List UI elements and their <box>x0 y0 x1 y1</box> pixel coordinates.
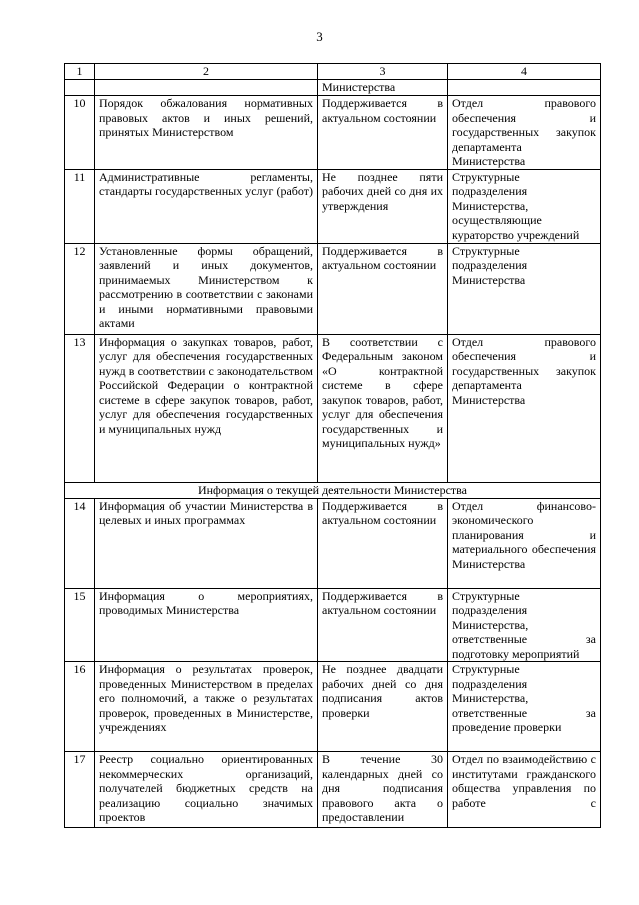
row-number: 10 <box>65 96 95 170</box>
table-row <box>65 96 601 170</box>
row-responsible: Структурные подразделения Министерства, ответственные за проведение проверки <box>448 662 601 752</box>
row-deadline: Поддерживается в актуальном состоянии <box>318 96 448 170</box>
row-responsible: Отдел финансово-экономического планирования и материального обеспечения Министерства <box>448 498 601 588</box>
row-deadline: Поддерживается в актуальном состоянии <box>318 588 448 662</box>
header-cell-1: 1 <box>65 64 95 80</box>
row-responsible: Отдел правового обеспечения и государственных закупок департамента Министерства <box>448 334 601 482</box>
row-deadline: Не позднее двадцати рабочих дней со дня подписания актов проверки <box>318 662 448 752</box>
row-number: 12 <box>65 243 95 334</box>
continuation-cell: Министерства <box>318 80 448 96</box>
row-number: 11 <box>65 169 95 243</box>
page-number: 3 <box>316 29 323 44</box>
table-row <box>65 498 601 588</box>
header-cell-4: 4 <box>448 64 601 80</box>
row-description: Информация о результатах проверок, проведенных Министерством в пределах его полномочий, а также о результатах проверок, проведенных в Министерстве, учреждениях <box>95 662 318 752</box>
row-deadline: Поддерживается в актуальном состоянии <box>318 243 448 334</box>
continuation-row <box>65 80 601 96</box>
row-description: Административные регламенты, стандарты государственных услуг (работ) <box>95 169 318 243</box>
row-description: Информация о закупках товаров, работ, услуг для обеспечения государственных нужд в соответствии с законодательством Российской Федерации о контрактной системе в сфере закупок товаров, работ, услуг для обеспечения государственных и муниципальных нужд <box>95 334 318 482</box>
row-number: 15 <box>65 588 95 662</box>
row-number: 17 <box>65 752 95 828</box>
row-number: 13 <box>65 334 95 482</box>
table-row <box>65 588 601 662</box>
row-description: Информация об участии Министерства в целевых и иных программах <box>95 498 318 588</box>
row-deadline: В течение 30 календарных дней со дня подписания правового акта о предоставлении <box>318 752 448 828</box>
row-number: 16 <box>65 662 95 752</box>
row-responsible: Структурные подразделения Министерства, осуществляющие кураторство учреждений <box>448 169 601 243</box>
table-row <box>65 169 601 243</box>
table-row <box>65 752 601 828</box>
row-deadline: Поддерживается в актуальном состоянии <box>318 498 448 588</box>
section-title: Информация о текущей деятельности Министерства <box>65 482 601 498</box>
table-row <box>65 662 601 752</box>
row-responsible: Отдел по взаимодействию с институтами гражданского общества управления по работе с <box>448 752 601 828</box>
row-description: Реестр социально ориентированных некоммерческих организаций, получателей бюджетных средств на реализацию социально значимых проектов <box>95 752 318 828</box>
row-description: Порядок обжалования нормативных правовых актов и иных решений, принятых Министерством <box>95 96 318 170</box>
row-deadline: В соответствии с Федеральным законом «О контрактной системе в сфере закупок товаров, работ, услуг для обеспечения государственных и муниципальных нужд» <box>318 334 448 482</box>
row-responsible: Структурные подразделения Министерства <box>448 243 601 334</box>
row-deadline: Не позднее пяти рабочих дней со дня их утверждения <box>318 169 448 243</box>
table-header-row <box>65 64 601 80</box>
row-responsible: Структурные подразделения Министерства, ответственные за подготовку мероприятий <box>448 588 601 662</box>
table-row <box>65 334 601 482</box>
header-cell-2: 2 <box>95 64 318 80</box>
table-row <box>65 243 601 334</box>
row-description: Установленные формы обращений, заявлений и иных документов, принимаемых Министерством к рассмотрению в соответствии с законами и иными нормативными правовыми актами <box>95 243 318 334</box>
row-number: 14 <box>65 498 95 588</box>
header-cell-3: 3 <box>318 64 448 80</box>
row-responsible: Отдел правового обеспечения и государственных закупок департамента Министерства <box>448 96 601 170</box>
document-table <box>64 63 601 828</box>
row-description: Информация о мероприятиях, проводимых Министерства <box>95 588 318 662</box>
section-row <box>65 482 601 498</box>
